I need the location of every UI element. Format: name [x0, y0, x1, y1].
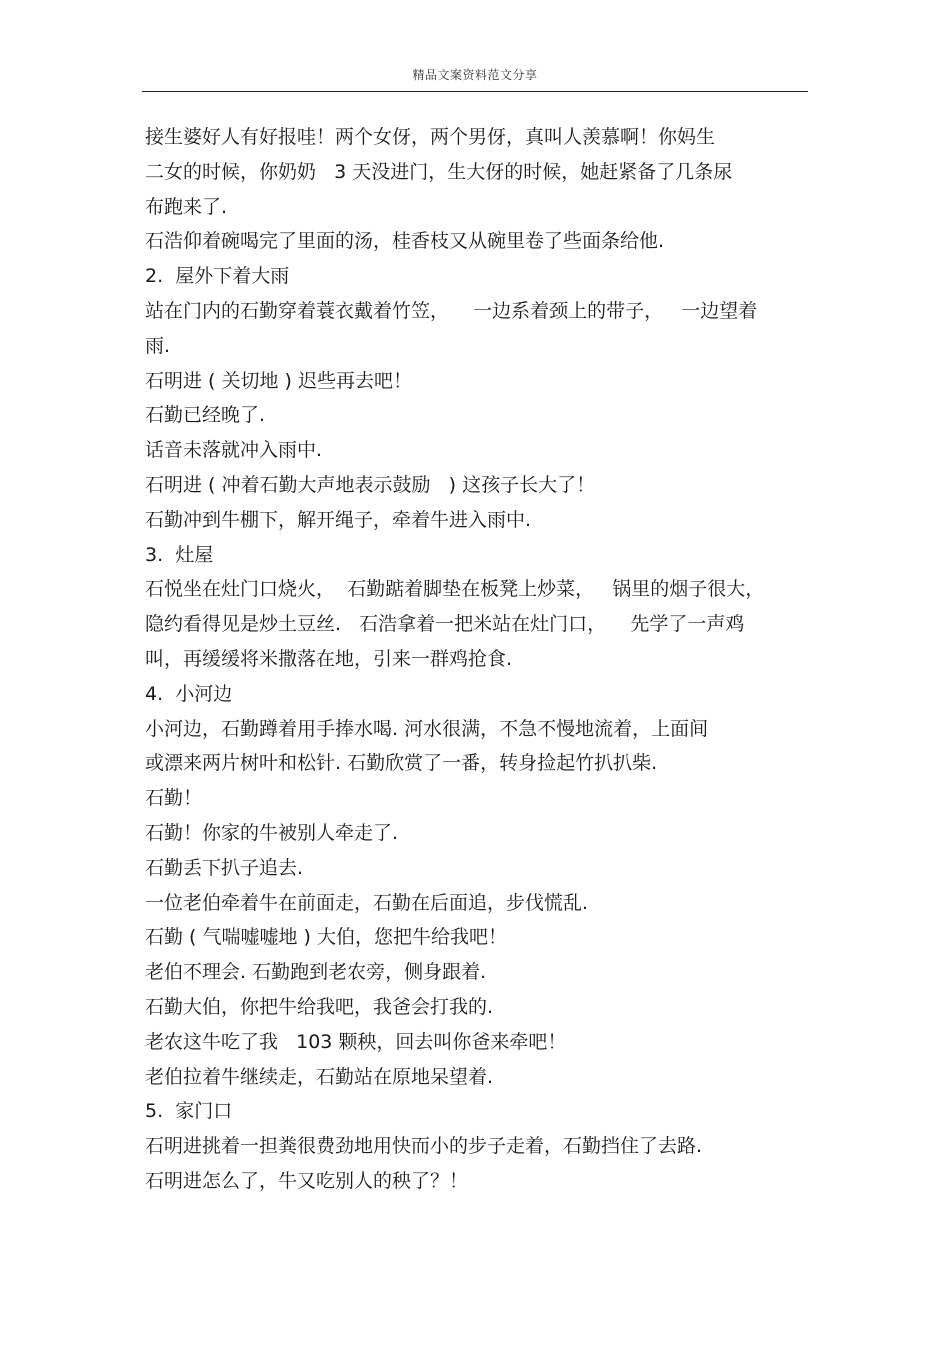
text-line: 布跑来了.	[145, 195, 228, 218]
text-line: 小河边，石勤蹲着用手捧水喝. 河水很满，不急不慢地流着，上面间	[145, 717, 709, 740]
text-line: 老农这牛吃了我 103 颗秧，回去叫你爸来牵吧！	[145, 1030, 567, 1053]
text-line: 站在门内的石勤穿着蓑衣戴着竹笠， 一边系着颈上的带子， 一边望着	[145, 299, 758, 322]
section-heading: 2. 屋外下着大雨	[145, 265, 290, 288]
header-divider	[142, 91, 808, 92]
text-line: 石明进 ( 关切地 ) 迟些再去吧！	[145, 369, 412, 392]
text-line: 老伯拉着牛继续走，石勤站在原地呆望着.	[145, 1065, 494, 1088]
text-line: 石勤 ( 气喘嘘嘘地 ) 大伯，您把牛给我吧！	[145, 926, 507, 949]
text-line: 雨.	[145, 334, 171, 357]
document-body	[145, 120, 805, 1199]
section-heading: 3. 灶屋	[145, 543, 214, 566]
text-line: 石悦坐在灶门口烧火， 石勤踮着脚垫在板凳上炒菜， 锅里的烟子很大，	[145, 578, 765, 601]
text-line: 话音未落就冲入雨中.	[145, 439, 323, 462]
page-header: 精品文案资料范文分享	[412, 68, 538, 82]
text-line: 隐约看得见是炒土豆丝. 石浩拿着一把米站在灶门口， 先学了一声鸡	[145, 613, 745, 636]
text-line: 石勤！你家的牛被别人牵走了.	[145, 821, 399, 844]
text-line: 二女的时候，你奶奶 3 天没进门，生大伢的时候，她赶紧备了几条尿	[145, 160, 733, 183]
text-line: 老伯不理会. 石勤跑到老农旁，侧身跟着.	[145, 961, 487, 984]
text-line: 叫，再缓缓将米撒落在地，引来一群鸡抢食.	[145, 647, 513, 670]
text-line: 石勤冲到牛棚下，解开绳子，牵着牛进入雨中.	[145, 508, 532, 531]
text-line: 石明进 ( 冲着石勤大声地表示鼓励 ) 这孩子长大了！	[145, 473, 596, 496]
section-heading: 5. 家门口	[145, 1100, 233, 1123]
text-line: 石明进挑着一担粪很费劲地用快而小的步子走着，石勤挡住了去路.	[145, 1135, 703, 1158]
text-line: 石勤已经晚了.	[145, 404, 266, 427]
text-line: 石勤丢下扒子追去.	[145, 856, 304, 879]
text-line: 石明进怎么了，牛又吃别人的秧了？！	[145, 1169, 469, 1192]
text-line: 石勤！	[145, 787, 203, 810]
text-line: 接生婆好人有好报哇！两个女伢，两个男伢，真叫人羡慕啊！你妈生	[145, 126, 716, 148]
text-line: 一位老伯牵着牛在前面走，石勤在后面追，步伐慌乱.	[145, 891, 589, 914]
text-line: 石勤大伯，你把牛给我吧，我爸会打我的.	[145, 995, 494, 1018]
text-line: 或漂来两片树叶和松针. 石勤欣赏了一番，转身捡起竹扒扒柴.	[145, 752, 658, 775]
section-heading: 4. 小河边	[145, 682, 233, 705]
text-line: 石浩仰着碗喝完了里面的汤，桂香枝又从碗里卷了些面条给他.	[145, 230, 665, 253]
